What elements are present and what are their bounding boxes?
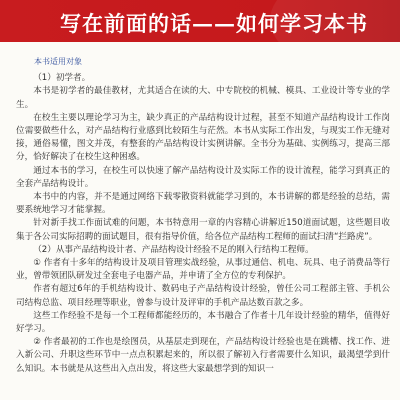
paragraph: 作者有超过6年的手机结构设计、数码电子产品结构设计经验，曾任公司工程部主管、手机公司结构总监、项目经理等职业，曾参与设计及评审的手机产品达数百款之多。	[16, 284, 390, 308]
paragraph: （2）从事产品结构设计者、产品结构设计经验不足的刚入行结构工程师。	[33, 244, 314, 255]
paragraph: 本书中的内容，并不是通过网络下载零散资料就能学习到的，本书讲解的都是经验的总结，需要系统地学习才能掌握。	[16, 192, 390, 216]
paragraph: （1）初学者。	[33, 73, 91, 84]
article-body	[16, 55, 390, 376]
paragraph: ① 作者有十多年的结构设计及项目管理实战经验，从事过通信、机电、玩具、电子消费品等行业，曾带领团队研发过全套电子电器产品，并申请了全方位的专利保护。	[16, 258, 390, 282]
chapter-title: 写在前面的话——如何学习本书	[60, 11, 368, 36]
title-banner	[0, 0, 400, 42]
paragraph: 这些工作经验不是每一个工程师都能经历的，本书融合了作者十几年设计经验的精华，值得好好学习。	[16, 310, 390, 335]
paragraph: ② 作者最初的工作也是绘图员，从基层走到现在，产品结构设计经验也是在跳槽、找工作、进入新公司、升职这些环节中一点点积累起来的，所以很了解初入行者需要什么知识，最渴望学到什么知识。本书就是从这些出入点出发，将这些大家最想学到的知识一	[16, 337, 390, 374]
paragraph: 通过本书的学习，在校生可以快速了解产品结构设计及实际工作的设计流程，能学习到真正的全套产品结构设计。	[16, 165, 390, 189]
section-label: 本书适用对象	[34, 57, 82, 66]
paragraph: 本书是初学者的最佳教材，尤其适合在读的大、中专院校的机械、模具、工业设计等专业的学生。	[16, 86, 390, 110]
paragraph: 针对新手找工作面试难的问题，本书特意用一章的内容精心讲解近150道面试题，这些题目收集于各公司实际招聘的面试题目，很有指导价值，给各位产品结构工程师的面试扫清“拦路虎”。	[16, 218, 390, 242]
paragraph: 在校生主要以理论学习为主，缺少真正的产品结构设计过程，甚至不知道产品结构设计工作岗位需要做些什么，对产品结构行业感到比较陌生与茫然。本书从实际工作出发，与现实工作无缝对接，通俗易懂，图文并茂，有整套的产品结构设计实例讲解。全书分为基础、实例练习，提高三部分，恰好解决了在校生这种困惑。	[16, 112, 390, 163]
